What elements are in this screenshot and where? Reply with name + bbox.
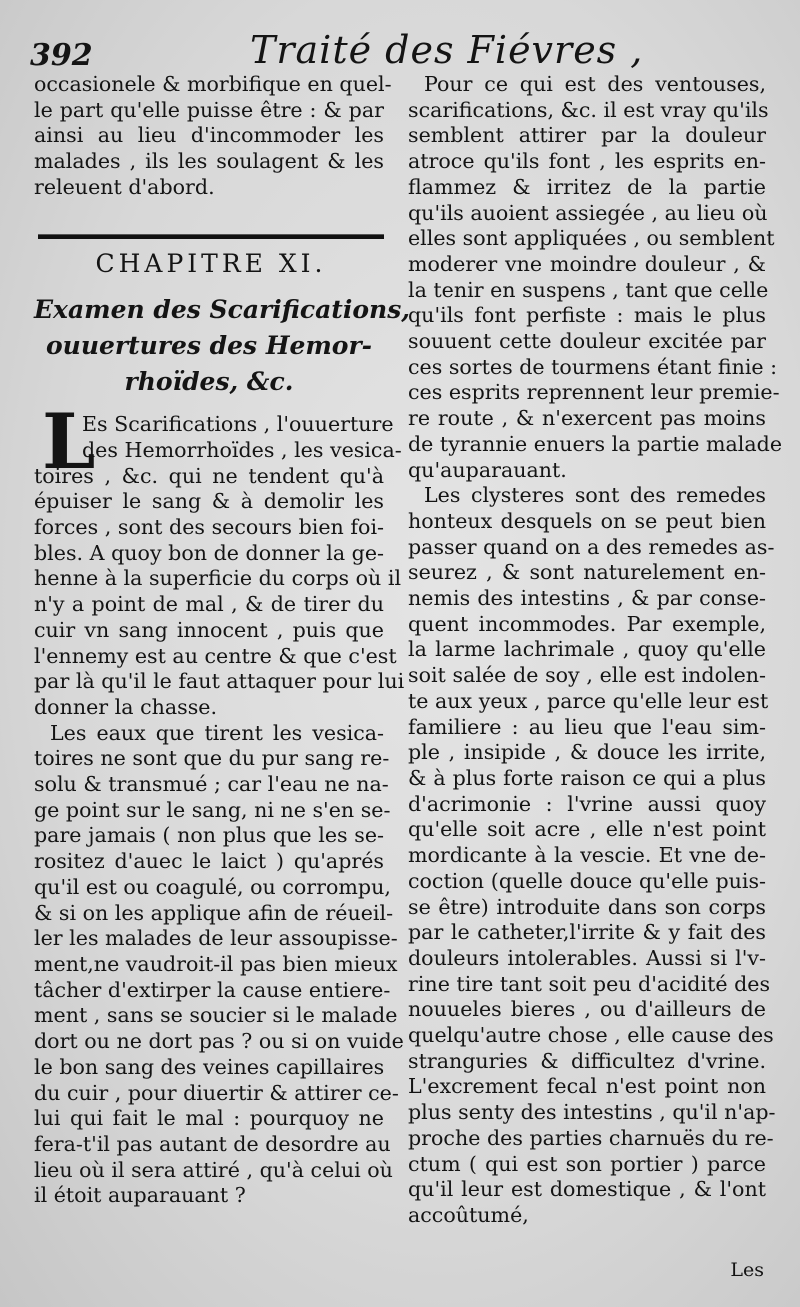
text-line: ge point sur le sang, ni ne s'en se- [34,797,391,822]
text-line: par là qu'il le faut attaquer pour lui [34,669,405,694]
text-line: nemis des intestins , & par conse- [408,586,766,611]
right-paragraph-2 [408,483,776,1228]
chapter-title [34,292,410,400]
text-line: rine tire tant soit peu d'acidité des [408,971,771,996]
text-line: qu'auparauant. [408,457,567,482]
text-line: passer quand on a des remedes as- [408,534,775,559]
text-line: il étoit auparauant ? [34,1183,246,1208]
text-line: quent incommodes. Par exemple, [408,611,766,636]
text-line: toires , &c. qui ne tendent qu'à [34,463,384,488]
left-column [34,72,410,1209]
text-line: Pour ce qui est des ventouses, [424,72,766,96]
text-line: fera-t'il pas autant de desordre au [34,1131,391,1156]
text-line: soit salée de soy , elle est indolen- [408,663,766,688]
text-line: donner la chasse. [34,694,218,719]
catchword: Les [730,1259,764,1281]
text-line: re route , & n'exercent pas moins [408,406,766,431]
text-line: qu'ils auoient assiegée , au lieu où [408,200,768,225]
text-line: Les clysteres sont des remedes [424,483,766,508]
text-line: tâcher d'extirper la cause entiere- [34,977,391,1002]
text-line: coction (quelle douce qu'elle puis- [408,868,766,893]
text-line: semblent attirer par la douleur [408,123,766,148]
text-line: ple , insipide , & douce les irrite, [408,740,766,765]
text-line: qu'il leur est domestique , & l'ont [408,1177,766,1202]
text-line: d'acrimonie : l'vrine aussi quoy [408,791,766,816]
text-line: épuiser le sang & à demolir les [34,489,384,514]
text-line: du cuir , pour diuertir & attirer ce- [34,1080,399,1105]
running-title: Traité des Fiévres , [250,28,644,72]
text-line: lieu où il sera attiré , qu'à celui où [34,1157,393,1182]
text-line: qu'elle soit acre , elle n'est point [408,817,766,842]
chapter-title-line: Examen des Scarifications, [34,295,410,325]
text-line: le part qu'elle puisse être : & par [34,97,384,122]
right-column [408,72,783,1229]
chapter-rule [38,234,384,239]
page-number: 392 [30,38,93,73]
text-line: honteux desquels on se peut bien [408,508,766,533]
left-paragraph-2 [34,720,404,1209]
text-line: rositez d'auec le laict ) qu'aprés [34,849,384,874]
drop-cap-paragraph [34,397,405,720]
chapter-title-line: ouuertures des Hemor- [45,331,373,361]
text-line: proche des parties charnuës du re- [408,1125,774,1150]
text-line: te aux yeux , parce qu'elle leur est [408,688,769,713]
text-line: ler les malades de leur assoupisse- [34,926,398,951]
text-line: forces , sont des secours bien foi- [34,515,384,540]
left-top-paragraph [34,72,392,201]
text-line: mordicante à la vescie. Et vne de- [408,843,766,868]
chapter-title-line: rhoïdes, &c. [124,367,294,397]
text-line: l'ennemy est au centre & que c'est [34,643,397,668]
text-line: occasionele & morbifique en quel- [34,72,392,96]
text-line: henne à la superficie du corps où il [34,566,402,591]
text-line: ctum ( qui est son portier ) parce [408,1151,766,1176]
text-line: plus senty des intestins , qu'il n'ap- [408,1100,776,1125]
text-line: L'excrement fecal n'est point non [408,1074,766,1099]
text-line: cuir vn sang innocent , puis que [34,617,384,642]
text-line: seurez , & sont naturelement en- [408,560,766,585]
text-line: atroce qu'ils font , les esprits en- [408,149,766,174]
text-line: le bon sang des veines capillaires [34,1054,385,1079]
text-line: n'y a point de mal , & de tirer du [34,592,384,617]
text-line: ment , sans se soucier si le malade [34,1003,398,1028]
text-line: la tenir en suspens , tant que celle [408,277,769,302]
text-line: Es Scarifications , l'ouuerture [82,412,394,437]
text-line: solu & transmué ; car l'eau ne na- [34,772,389,797]
text-line: ment,ne vaudroit-il pas bien mieux [34,951,398,976]
text-line: & si on les applique afin de réueil- [34,900,394,925]
text-line: nouueles bieres , ou d'ailleurs de [408,997,766,1022]
text-line: & à plus forte raison ce qui a plus [408,765,766,790]
text-line: flammez & irritez de la partie [408,174,766,199]
running-head [30,28,770,78]
text-line: Les eaux que tirent les vesica- [50,720,384,745]
text-line: ainsi au lieu d'incommoder les [34,123,384,148]
text-line: ces sortes de tourmens étant finie : [408,354,778,379]
text-line: qu'ils font perfiste : mais le plus [408,303,766,328]
text-line: se être) introduite dans son corps [408,894,766,919]
text-line: par le catheter,l'irrite & y fait des [408,920,766,945]
drop-cap: L [42,397,96,487]
text-line: releuent d'abord. [34,174,215,199]
text-line: malades , ils les soulagent & les [34,149,384,174]
text-line: douleurs intolerables. Aussi si l'v- [408,945,766,970]
text-line: lui qui fait le mal : pourquoy ne [34,1106,384,1131]
text-line: moderer vne moindre douleur , & [408,251,766,276]
text-line: des Hemorrhoïdes , les vesica- [82,437,402,462]
text-line: familiere : au lieu que l'eau sim- [408,714,766,739]
text-line: elles sont appliquées , ou semblent [408,226,775,251]
text-line: accoûtumé, [408,1202,529,1227]
text-line: stranguries & difficultez d'vrine. [408,1048,766,1073]
text-line: dort ou ne dort pas ? ou si on vuide [34,1029,404,1054]
text-line: scarifications, &c. il est vray qu'ils [408,97,769,122]
text-line: quelqu'autre chose , elle cause des [408,1023,774,1048]
text-line: qu'il est ou coagulé, ou corrompu, [34,874,391,899]
text-line: souuent cette douleur excitée par [408,329,766,354]
text-line: de tyrannie enuers la partie malade [408,431,783,456]
text-line: ces esprits reprennent leur premie- [408,380,780,405]
right-paragraph-1 [408,72,783,483]
text-line: pare jamais ( non plus que les se- [34,823,384,848]
text-line: toires ne sont que du pur sang re- [34,746,390,771]
text-line: la larme lachrimale , quoy qu'elle [408,637,766,662]
chapter-heading: CHAPITRE XI. [95,248,327,278]
text-line: bles. A quoy bon de donner la ge- [34,540,384,565]
